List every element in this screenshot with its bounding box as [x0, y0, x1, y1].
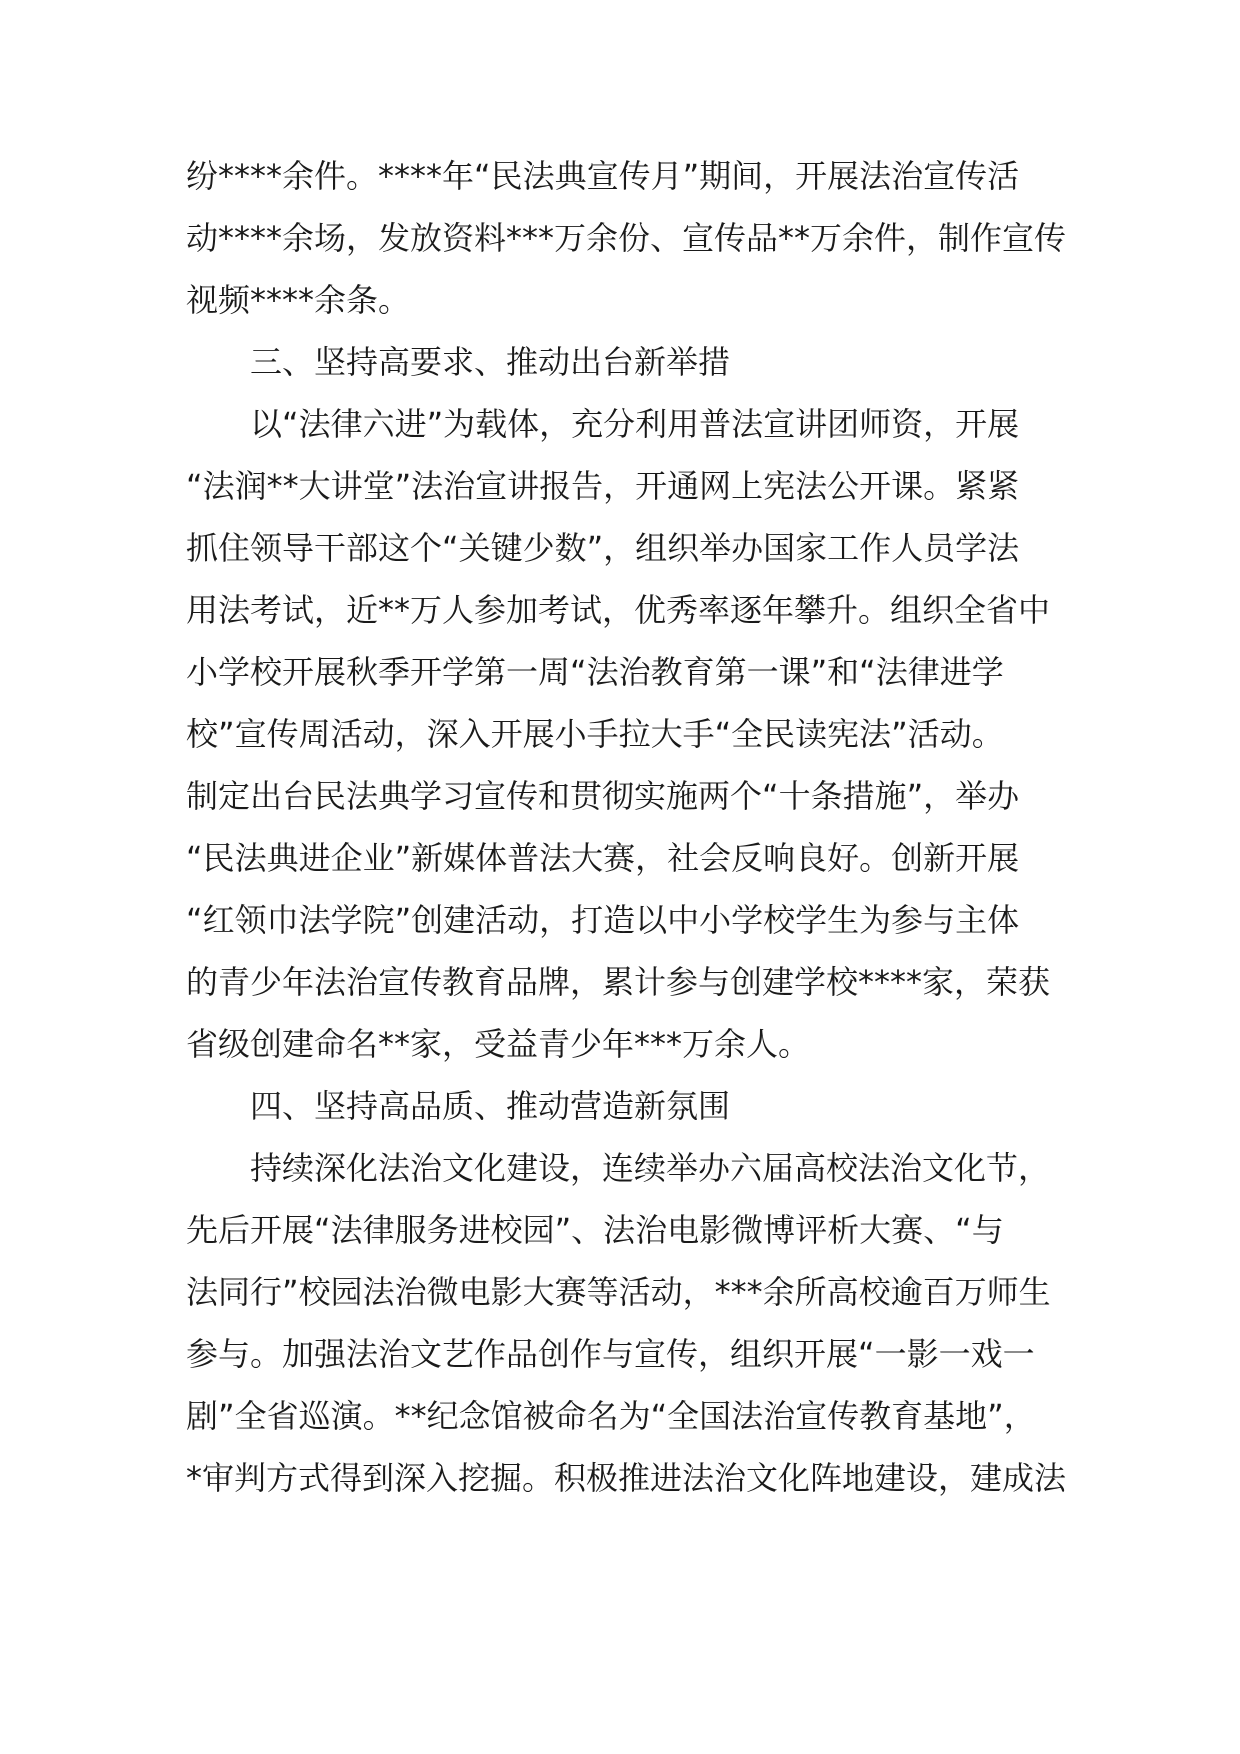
paragraph-line: 制定出台民法典学习宣传和贯彻实施两个“十条措施”，举办 [186, 777, 1020, 815]
paragraph-line: 校”宣传周活动，深入开展小手拉大手“全民读宪法”活动。 [186, 715, 1004, 753]
paragraph-line: 剧”全省巡演。**纪念馆被命名为“全国法治宣传教育基地”， [186, 1397, 1036, 1435]
paragraph-line: 用法考试，近**万人参加考试，优秀率逐年攀升。组织全省中 [186, 591, 1051, 629]
section-heading-3: 三、坚持高要求、推动出台新举措 [250, 343, 731, 381]
paragraph-line: 纷****余件。****年“民法典宣传月”期间，开展法治宣传活 [186, 157, 1020, 195]
paragraph-line: 以“法律六进”为载体，充分利用普法宣讲团师资，开展 [250, 405, 1020, 443]
section-heading-4: 四、坚持高品质、推动营造新氛围 [250, 1087, 731, 1125]
paragraph-line: 省级创建命名**家，受益青少年***万余人。 [186, 1025, 811, 1063]
paragraph-line: 抓住领导干部这个“关键少数”，组织举办国家工作人员学法 [186, 529, 1020, 567]
paragraph-line: 动****余场，发放资料***万余份、宣传品**万余件，制作宣传 [186, 219, 1067, 257]
paragraph-line: *审判方式得到深入挖掘。积极推进法治文化阵地建设，建成法 [186, 1459, 1067, 1497]
paragraph-line: 视频****余条。 [186, 281, 411, 319]
paragraph-line: “红领巾法学院”创建活动，打造以中小学校学生为参与主体 [186, 901, 1020, 939]
paragraph-line: 持续深化法治文化建设，连续举办六届高校法治文化节， [250, 1149, 1051, 1187]
paragraph-line: “民法典进企业”新媒体普法大赛，社会反响良好。创新开展 [186, 839, 1020, 877]
paragraph-line: 先后开展“法律服务进校园”、法治电影微博评析大赛、“与 [186, 1211, 1004, 1249]
paragraph-line: 的青少年法治宣传教育品牌，累计参与创建学校****家，荣获 [186, 963, 1051, 1001]
paragraph-line: 法同行”校园法治微电影大赛等活动，***余所高校逾百万师生 [186, 1273, 1051, 1311]
paragraph-line: 小学校开展秋季开学第一周“法治教育第一课”和“法律进学 [186, 653, 1004, 691]
paragraph-line: 参与。加强法治文艺作品创作与宣传，组织开展“一影一戏一 [186, 1335, 1035, 1373]
paragraph-line: “法润**大讲堂”法治宣讲报告，开通网上宪法公开课。紧紧 [186, 467, 1020, 505]
